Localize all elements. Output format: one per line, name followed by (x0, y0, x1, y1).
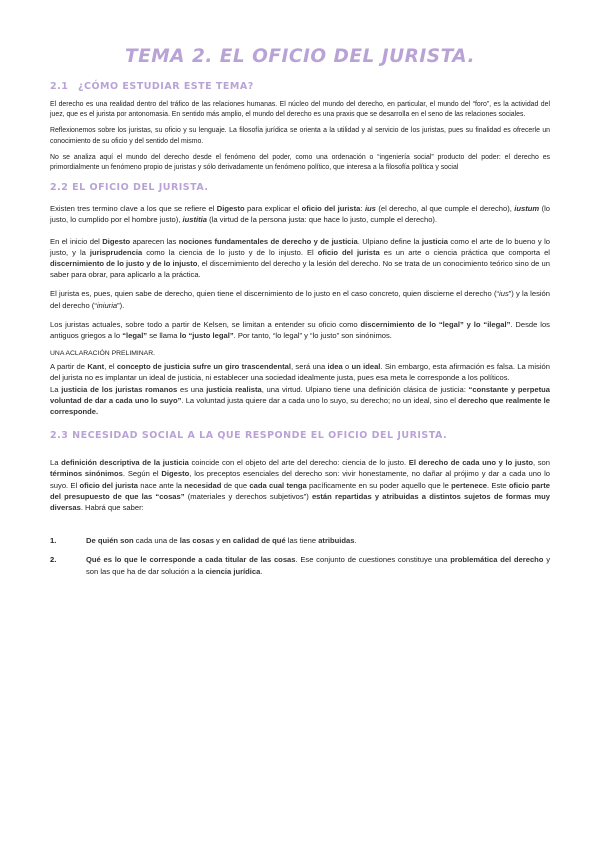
section-2-2 (50, 181, 550, 417)
paragraph: El jurista es, pues, quien sabe de derecho, quien tiene el discernimiento de lo justo en el caso concreto, quien discierne el derecho (“ius”) y la lesión del derecho (“iniuria”). (50, 289, 550, 310)
paragraph: Los juristas actuales, sobre todo a partir de Kelsen, se limitan a entender su oficio como discernimiento de lo “legal” y lo “ilegal”. Desde los antiguos griegos a lo “legal” se llama lo “justo legal”. Por tanto, “lo legal” y “lo justo” son sinónimos. (50, 319, 550, 341)
section-heading: 2.3 NECESIDAD SOCIAL A LA QUE RESPONDE EL OFICIO DEL JURISTA. (50, 430, 448, 442)
list-item: 1. De quién son cada una de las cosas y en calidad de qué las tiene atribuidas. (50, 536, 357, 546)
paragraph: No se analiza aquí el mundo del derecho desde el fenómeno del poder, como una ordenación o “ingeniería social” producto del poder: el derecho es primordialmente un fenómeno propio de juristas y sólo derivadamente un fenómeno político, que interesa a la filosofía política y social (50, 153, 550, 172)
section-2-1 (50, 80, 550, 173)
paragraph: Existen tres termino clave a los que se refiere el Digesto para explicar el oficio del jurista: ius (el derecho, al que cumple el derecho), iustum (lo justo, lo cumplido por el hombre justo), iustitia (la virtud de la persona justa: que hace lo justo, cumple el derecho). (50, 204, 551, 225)
section-heading: 2.2 EL OFICIO DEL JURISTA. (50, 182, 209, 194)
paragraph: A partir de Kant, el concepto de justicia sufre un giro trascendental, será una idea o un ideal. Sin embargo, esta afirmación es falsa. La misión del jurista no es implantar un ideal de justicia, ni establecer una sociedad idealmente justa, pues esa meta le corresponde a los políticos. (50, 362, 550, 383)
subheading: UNA ACLARACIÓN PRELIMINAR. (50, 350, 155, 358)
paragraph: La definición descriptiva de la justicia coincide con el objeto del arte del derecho: ciencia de lo justo. El derecho de cada uno y lo justo, son términos sinónimos. Según el Digesto, los preceptos esenciales del derecho son: vivir honestamente, no dañar al prójimo y dar a cada uno lo suyo. El oficio del jurista nace ante la necesidad de que cada cual tenga pacíficamente en su poder aquello que le pertenece. Este oficio parte del presupuesto de que las “cosas” (materiales y derechos subjetivos”) están repartidas y atribuidas a distintos sujetos de formas muy diversas. Habrá que saber: (50, 458, 551, 513)
section-heading: 2.1 ¿CÓMO ESTUDIAR ESTE TEMA? (50, 81, 254, 92)
paragraph: En el inicio del Digesto aparecen las nociones fundamentales de derecho y de justicia. Ulpiano define la justicia como el arte de lo bueno y lo justo, y la jurisprudencia como la ciencia de lo justo y de lo injusto. El oficio del jurista es un arte o ciencia práctica que comporta el discernimiento de lo justo y de lo injusto, el discernimiento del derecho y la lesión del derecho. No se trata de un conocimiento teórico sino de un saber para obrar, para aplicarlo a la práctica. (50, 236, 550, 280)
section-2-3 (50, 429, 550, 577)
paragraph: El derecho es una realidad dentro del tráfico de las relaciones humanas. El núcleo del mundo del derecho, en particular, el mundo del “foro”, es la actividad del juez, que es el jurista por antonomasia. En sentido más amplio, el mundo del derecho es una praxis que se desarrolla en el seno de las relaciones sociales. (50, 101, 550, 119)
list-item: 2. Qué es lo que le corresponde a cada titular de las cosas. Ese conjunto de cuestiones constituye una problemática del derecho y son las que ha de dar solución a la ciencia jurídica. (50, 555, 550, 576)
paragraph: La justicia de los juristas romanos es una justicia realista, una virtud. Ulpiano tiene una definición clásica de justicia: “constante y perpetua voluntad de dar a cada uno lo suyo”. La voluntad justa quiere dar a cada uno lo suyo, su derecho; no un ideal, sino el derecho que realmente le corresponde. (50, 384, 550, 417)
paragraph: Reflexionemos sobre los juristas, su oficio y su lenguaje. La filosofía jurídica se orienta a la utilidad y al servicio de los juristas, pues su finalidad es ofrecerle un conocimiento de su oficio y del sentido del mismo. (50, 127, 550, 145)
document-title: TEMA 2. EL OFICIO DEL JURISTA. (125, 46, 475, 67)
